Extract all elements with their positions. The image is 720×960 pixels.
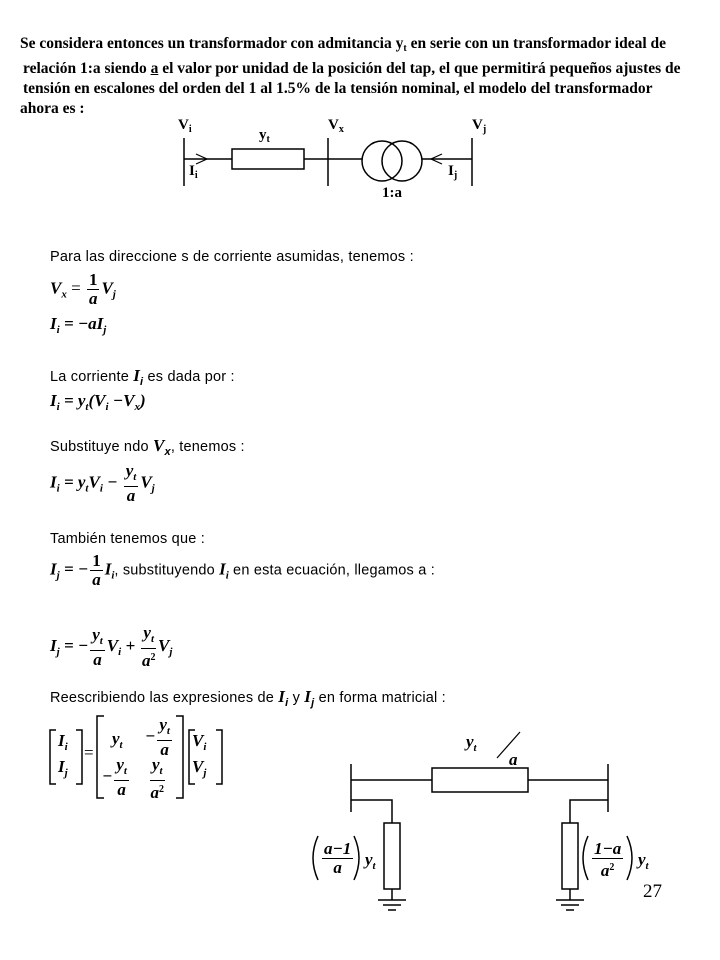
sec6-text: Reescribiendo las expresiones de $I_i$ y $I_j$ en forma matricial :: [50, 687, 446, 709]
matrix-vi: $V_i$: [192, 731, 207, 753]
eq-ii: $I_i = -aI_j$: [50, 314, 107, 336]
page-number: 27: [643, 881, 662, 902]
matrix-y12: − $\frac{y_t}{a}$: [145, 715, 170, 759]
label-ratio: 1:a: [382, 185, 402, 201]
series-label-num: $y_t$: [466, 732, 477, 754]
intro-line-3: tensión en escalones del orden del 1 al 1.5% de la tensión nominal, el modelo del transformador: [23, 80, 653, 97]
label-ij: $I_j$: [448, 163, 458, 181]
right-paren-open: [583, 836, 588, 880]
matrix-vj: $V_j$: [192, 757, 207, 779]
label-vj: $V_j$: [472, 117, 487, 135]
matrix-y21: − $\frac{y_t}{a}$: [102, 755, 127, 799]
sec2-text: La corriente $I_i$ es dada por :: [50, 366, 235, 388]
frac-yt-a: $\frac{y_t}{a}$: [125, 461, 137, 505]
matrix-ij: $I_j$: [58, 757, 68, 779]
shunt-left-label: $\frac{a-1}{a}$: [324, 839, 352, 877]
eq-ij-final: $I_j$ = − $\frac{y_t}{a}$ $V_i$ + $\frac{y_t}{a^2}$ $V_j$: [50, 623, 173, 670]
series-admittance: [432, 768, 528, 792]
shunt-left-yt: $y_t$: [365, 850, 376, 872]
intro-line-2: relación 1:a siendo a el valor por unidad de la posición del tap, el que permitirá pequeños ajustes de: [23, 60, 681, 77]
matrix-ii: $I_i$: [58, 731, 68, 753]
right-paren-close: [627, 836, 632, 880]
label-vi: $V_i$: [178, 117, 192, 135]
shunt-right-label: $\frac{1-a}{a^2}$: [594, 839, 622, 880]
matrix-y22: $\frac{y_t}{a^2}$: [150, 755, 165, 802]
shunt-right: [562, 823, 578, 889]
label-vx: $V_x$: [328, 117, 344, 135]
sec1-text: Para las direccione s de corriente asumidas, tenemos :: [50, 249, 414, 265]
matrix-y11: $y_t$: [112, 729, 123, 751]
shunt-left: [384, 823, 400, 889]
frac-yt-a2: $\frac{y_t}{a^2}$: [141, 623, 156, 670]
sec4-text: También tenemos que :: [50, 531, 205, 547]
left-paren-open: [313, 836, 318, 880]
eq-ij: $I_j$ = − $\frac{1}{a}$ $I_i$, substituyendo $I_i$ en esta ecuación, llegamos a :: [50, 551, 435, 589]
eq-ii-yt: $I_i = y_t(V_i -V_x)$: [50, 391, 146, 413]
yt-impedance: [232, 149, 304, 169]
sec3-text: Substituye ndo $V_x$, tenemos :: [50, 436, 245, 458]
frac-yt-a-2: $\frac{y_t}{a}$: [92, 624, 103, 669]
transformer-model-diagram: [0, 0, 720, 240]
intro-line-1: Se considera entonces un transformador con admitancia $y_t$ en serie con un transformador ideal de: [20, 35, 667, 54]
label-yt: $y_t$: [259, 127, 270, 145]
frac-1-a: $\frac{1}{a}$: [88, 270, 98, 308]
label-ii: $I_i$: [189, 163, 198, 181]
eq-ii-substituted: $I_i = y_tV_i$ − $\frac{y_t}{a}$ $V_j$: [50, 461, 155, 505]
series-label-den: a: [509, 750, 518, 769]
shunt-right-yt: $y_t$: [638, 850, 649, 872]
frac-1-a-2: $\frac{1}{a}$: [92, 551, 101, 589]
pi-equivalent-diagram: [0, 700, 720, 960]
eq-vx: $V_x$ = $\frac{1}{a}$ $V_j$: [50, 270, 116, 308]
matrix-equals: =: [84, 743, 94, 762]
intro-line-4: ahora es :: [20, 100, 85, 117]
